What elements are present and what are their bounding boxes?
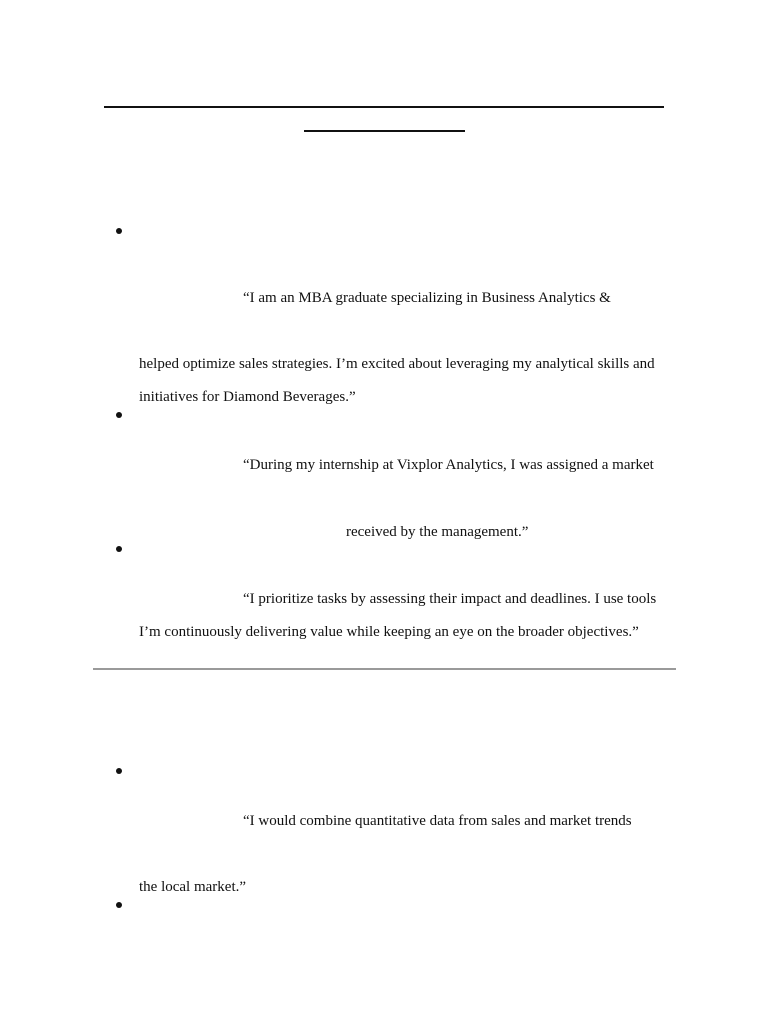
list-bullet xyxy=(116,546,122,552)
answer-text-line: “I prioritize tasks by assessing their impact and deadlines. I use tools xyxy=(243,591,657,607)
title-underline xyxy=(104,106,664,108)
list-bullet xyxy=(116,228,122,234)
answer-text-line: “I am an MBA graduate specializing in Business Analytics & xyxy=(243,290,611,306)
answer-text-line: received by the management.” xyxy=(346,524,529,540)
answer-text-line: initiatives for Diamond Beverages.” xyxy=(139,389,356,405)
answer-text-line: “During my internship at Vixplor Analytics, I was assigned a market xyxy=(243,457,654,473)
answer-text-line: “I would combine quantitative data from sales and market trends xyxy=(243,813,632,829)
answer-text-line: I’m continuously delivering value while keeping an eye on the broader objectives.” xyxy=(139,624,639,640)
subtitle-underline xyxy=(304,130,465,132)
list-bullet xyxy=(116,412,122,418)
list-bullet xyxy=(116,768,122,774)
section-divider xyxy=(93,668,676,670)
list-bullet xyxy=(116,902,122,908)
answer-text-line: helped optimize sales strategies. I’m excited about leveraging my analytical skills and xyxy=(139,356,655,372)
answer-text-line: the local market.” xyxy=(139,879,247,895)
